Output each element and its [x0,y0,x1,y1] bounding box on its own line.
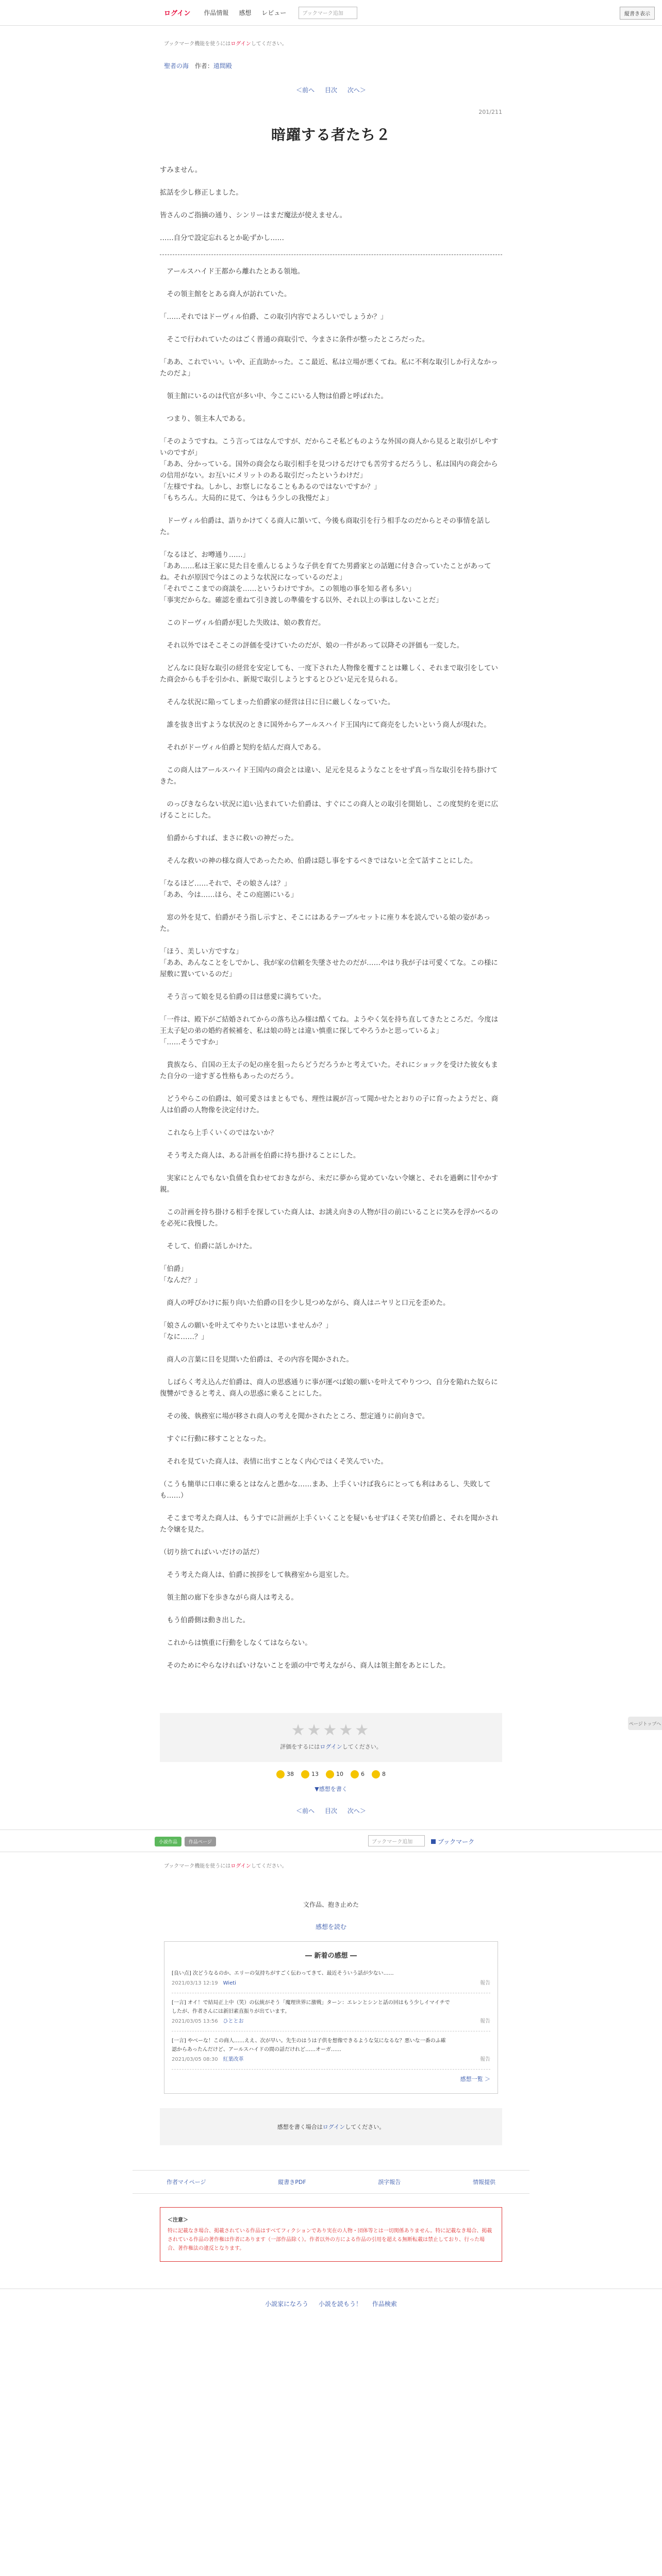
preface-line: すみません。 [160,166,202,174]
reaction-3[interactable] [351,1770,365,1778]
impression-text[interactable]: [一言] やべーな！この商人……ええ、次が早い。先生のはうは子供を想像できるような気になるな？悪いな一番のふ確認からあったんだけど、アールスハイドの間の話だけれど……オーガ…… [172,2038,446,2053]
body-line [160,1116,502,1128]
write-impression-anchor[interactable]: ▼感想を書く [315,1786,347,1792]
body-line: 「娘さんの願いを叶えてやりたいとは思いませんか？」 [160,1322,333,1330]
preface-line: ……自分で設定忘れるとか恥ずかし…… [160,234,285,242]
body-line [160,754,502,765]
bookmark-add-field-bottom[interactable]: ブックマーク追加 [368,1835,425,1846]
reaction-emoji-icon [372,1770,380,1778]
next-link-bottom[interactable]: 次へ＞ [347,1807,366,1815]
impressions-list [172,1964,490,2070]
prev-link-bottom[interactable]: ＜前へ [296,1807,315,1815]
rating-login-link[interactable]: ログイン [320,1743,342,1750]
rating-msg-end: してください。 [342,1743,382,1750]
impression-item [172,1993,490,2031]
body-line: それ以外ではそこそこの評価を受けていたのだが、娘の一件があって以降その評価も一変した。 [160,642,464,650]
read-impressions-anchor[interactable]: 感想を読む [315,1923,346,1930]
body-line: 「なに……？」 [160,1333,208,1341]
body-line: 「なんだ？」 [160,1277,202,1284]
body-line [160,425,502,436]
notice-text: ブックマーク機能を使うには [164,41,231,47]
body-line: そこまで考えた商人は、もうすでに計画が上手くいくことを疑いもせずほくそ笑む伯爵と、それを聞かされた令嬢を見た。 [160,1515,499,1534]
impression-date: 2021/03/05 13:56 [172,2019,218,2024]
impressions-more-anchor[interactable]: 感想一覧 ＞ [460,2076,490,2082]
new-impressions-heading: ― 新着の感想 ― [305,1952,357,1960]
body-line [160,1468,502,1479]
rating-box [160,1713,502,1762]
footnav-pdf[interactable]: 縦書きPDF [278,2179,306,2185]
body-line: 領主館の廊下を歩きながら商人は考える。 [160,1594,298,1602]
body-line [160,1252,502,1264]
bookmark-add-label: ブックマーク [438,1838,475,1845]
body-line [160,1502,502,1513]
body-line [160,300,502,312]
caution-text: 特に記載なき場合、掲載されている作品はすべてフィクションであり実在の人物・団体等とは一切関係ありません。特に記載なき場合、掲載されている作品の著作権は作者にあります（一部作品除く）。作者以外の方による作品の引用を超える無断転載は禁止しており、行った場合、著作権法の違反となります。 [168,2228,492,2251]
impression-write-box [160,2108,502,2145]
body-line: そこで行われていたのはごく普通の商取引で、今まさに条件が整ったところだった。 [160,336,429,344]
footnav-typo-report[interactable]: 誤字報告 [378,2179,401,2185]
impression-user-link[interactable]: Wieti [223,1980,236,1986]
new-impressions-box [164,1941,498,2094]
body-line [160,822,502,833]
body-line: 「ああ……私は王家に見た目を重んじるような子供を育てた男爵家との話題に付き合っていたことがあってね。それが原因で今はこのような状況になっているのだよ」 [160,563,491,582]
nav-reviews[interactable]: レビュー [261,9,287,16]
body-line [160,1604,502,1615]
rating-msg-text: 評価をするには [280,1743,320,1750]
footnav-author-page[interactable]: 作者マイページ [167,2179,206,2185]
body-line: （切り捨てればいいだけの話だ） [160,1549,263,1556]
author-link[interactable]: 遠間殿 [213,62,232,70]
impression-report-link[interactable]: 報告 [480,1980,490,1986]
impression-report-link[interactable]: 報告 [480,2057,490,2062]
body-line: ドーヴィル伯爵は、語りかけてくる商人に頷いて、今後も商取引を行う相手なのだからとその事情を話した。 [160,517,491,536]
body-line: どんなに良好な取引の経営を安定しても、一度下された人物像を覆すことは難しく、それまで取引をしていた商会からも手を引かれ、新規で取引しようとするとひどい足元を見られる。 [160,665,498,684]
rating-message [160,1742,502,1751]
author-line: 文作品、抱き止めた [303,1901,359,1908]
body-line: この商人はアールスハイド王国内の商会とは違い、足元を見るようなことをせず真っ当な取引を持ち掛けてきた。 [160,767,498,786]
notice2-login-link[interactable]: ログイン [230,1863,251,1869]
reaction-2[interactable] [326,1770,343,1778]
body-line [160,1422,502,1434]
preface-line [160,199,502,210]
body-line: 伯爵からすれば、まさに救いの神だった。 [160,835,298,842]
body-line [160,708,502,720]
footer-nav [133,2170,529,2194]
caution-heading: ＜注意＞ [168,2217,188,2223]
impression-user-link[interactable]: ひととお [223,2019,244,2024]
body-line [160,1048,502,1060]
body-line: そんな状況に陥ってしまった伯爵家の経営は日に日に厳しくなっていた。 [160,699,395,706]
body-line: （こうも簡単に口車に乗るとはなんと愚かな……まあ、上手くいけば我らにとっても利はあるし、失敗しても……） [160,1481,491,1500]
notice2-text-end: してください。 [251,1863,287,1869]
notice-login-link[interactable]: ログイン [230,41,251,47]
body-line [160,867,502,878]
rating-stars[interactable]: ★★★★★ [291,1721,371,1739]
impression-meta [172,2055,490,2064]
body-line: 「……それではドーヴィル伯爵、この取引内容でよろしいでしょうか？」 [160,313,388,321]
footer-link-narou[interactable]: 小説家になろう [265,2300,309,2308]
body-line [160,380,502,391]
body-line: そう考えた商人は、ある計画を伯爵に持ち掛けることにした。 [160,1152,360,1160]
body-line: 誰を抜き出すような状況のときに国外からアールスハイド王国内にて商売をしたいという商人が現れた。 [160,721,491,729]
toc-link-bottom[interactable]: 目次 [324,1807,337,1815]
body-line [160,402,502,414]
body-line [160,1366,502,1377]
body-line [160,1649,502,1660]
impression-date: 2021/03/05 08:30 [172,2057,218,2062]
chapter-number: 201/211 [478,109,502,115]
body-line: 「なるほど……それで、その娘さんは？」 [160,880,291,888]
pager-top [0,86,662,94]
body-line [160,1558,502,1570]
body-line: 「それでここまでの商談を……というわけですか。この領地の事を知る者も多い」 [160,585,416,593]
body-line: すぐに行動に移すこととなった。 [160,1435,271,1443]
login-link[interactable]: ログイン [164,10,191,18]
reaction-count: 6 [361,1771,365,1777]
reaction-1[interactable] [301,1770,319,1778]
body-line: そのためにやらなければいけないことを頭の中で考えながら、商人は領主館をあとにした。 [160,1662,450,1670]
body-line [160,504,502,516]
body-line [160,1082,502,1094]
reaction-count: 13 [311,1771,319,1777]
body-line [160,346,502,357]
body-line [160,1230,502,1241]
reaction-count: 38 [287,1771,294,1777]
body-line [160,1139,502,1150]
reaction-emoji-icon [276,1770,285,1778]
impression-date: 2021/03/13 12:19 [172,1980,218,1986]
impression-text: 感想を書く場合は [277,2124,323,2130]
body-line [160,1196,502,1207]
body-line: その領主館をとある商人が訪れていた。 [160,291,291,298]
bookmark-login-notice-bottom [0,1852,662,1869]
body-line: 「左様ですね。しかし、お察しになることもあるのではないですか？」 [160,483,381,491]
reaction-emoji-icon [326,1770,334,1778]
top-bar [0,0,662,26]
body-line [160,323,502,334]
body-line: 商人の呼びかけに振り向いた伯爵の目を少し見つめながら、商人はニヤリと口元を歪めた。 [160,1299,450,1307]
footer-link-yomou[interactable]: 小説を読もう！ [318,2300,362,2308]
body-line: そんな救いの神の様な商人であったため、伯爵は隠し事をするべきではないと全て話すことにした。 [160,857,477,865]
reaction-bar [0,1770,662,1778]
prev-link[interactable]: ＜前へ [296,87,315,94]
body-line: つまり、領主本人である。 [160,415,250,423]
body-line [160,1162,502,1173]
body-line: 「ああ、今は……ほら、そこの庭園にいる」 [160,891,298,899]
reaction-count: 10 [336,1771,343,1777]
site-footer [0,2289,662,2328]
body-line: のっぴきならない状況に追い込まれていた伯爵は、すぐにこの商人との取引を開始し、この度契約を更に広げることにした。 [160,801,499,820]
read-impressions-link[interactable] [0,1922,662,1931]
body-line [160,1400,502,1411]
reaction-0[interactable] [276,1770,294,1778]
reaction-emoji-icon [351,1770,359,1778]
impression-meta [172,1979,490,1988]
body-line: どうやらこの伯爵は、娘可愛さはまともでも、理性は親が言って聞かせたとおりの子に育ったようだと、商人は伯爵の人物像を決定付けた。 [160,1095,499,1114]
body-line [160,606,502,618]
body-line: 「もちろん。大局的に見て、今はもう少しの我慢だよ」 [160,495,333,502]
body-line: その後、執務室に場が移され商人の考えを聞かされたところ、想定通りに前向きで。 [160,1413,429,1420]
page-top-tab[interactable]: ページトップへ [628,1717,662,1730]
preface-line: 皆さんのご指摘の通り、シンリーはまだ魔法が使えません。 [160,212,347,219]
body-line: 「事実だからな。確認を重ねて引き渡しの準備をする以外、それ以上の事はしないことだ」 [160,597,443,604]
body-line: それを見ていた商人は、表情に出すことなく内心ではくそ笑んでいた。 [160,1458,388,1466]
body-line [160,278,502,289]
bottom-bar [0,1829,662,1852]
notice-text-end: してください。 [251,41,287,47]
reaction-emoji-icon [301,1770,309,1778]
body-line: このドーヴィル伯爵が犯した失敗は、娘の教育だ。 [160,619,325,627]
body-line [160,935,502,946]
body-line [160,1003,502,1014]
author-label: 作者： [194,62,213,70]
impression-login-link[interactable]: ログイン [322,2124,345,2130]
impression-text[interactable]: [一言] オイ！で結局正上中（笑）の伝統がそう「魔理世界に激戦」ターン：エレンとシンと話の回はもう少しイマイチでしたが、作者さんには新旧素直振りが出ています。 [172,2000,450,2014]
body-line: 「ああ、これでいい。いや、正直助かった。ここ最近、私は立場が悪くてね。私に不利な取引しか行えなかったのだよ」 [160,359,498,378]
body-line [160,1581,502,1592]
body-line [160,629,502,640]
notice2-text: ブックマーク機能を使うには [164,1863,231,1869]
bookmark-add-field[interactable]: ブックマーク追加 [299,7,357,19]
body-line: 「ああ、あんなことをしでかし、我が家の信頼を失墜させたのだが……やはり我が子は可愛くてな。この様に屋敷に置いているのだ」 [160,959,498,978]
vertical-display-button[interactable]: 縦書き表示 [620,7,655,20]
bookmark-add-button[interactable] [431,1837,474,1846]
body-line [160,844,502,856]
body-line: アールスハイド王都から離れたとある領地。 [160,268,305,276]
body-line: そう言って娘を見る伯爵の目は慈愛に満ちていた。 [160,993,326,1001]
next-link[interactable]: 次へ＞ [347,87,366,94]
toc-link[interactable]: 目次 [324,87,337,94]
body-line: 「ほう、美しい方ですな」 [160,948,243,956]
body-line [160,538,502,550]
tag-work-page[interactable]: 作品ページ [185,1837,216,1846]
body-line [160,1626,502,1638]
body-line: 「そのようですね。こう言ってはなんですが、だからこそ私どものような外国の商人から見ると取引がしやすいのですが」 [160,438,499,457]
body-line [160,788,502,799]
body-line [160,1536,502,1547]
preface-line [160,176,502,188]
impression-item [172,1964,490,1993]
body-line: 「伯爵」 [160,1265,188,1273]
preface-line [160,222,502,233]
novel-body [160,266,502,1672]
impression-text-end: してください。 [345,2124,385,2130]
footer-link-search[interactable]: 作品検索 [372,2300,397,2308]
body-line [160,1309,502,1320]
write-impression-link[interactable] [0,1785,662,1793]
preface-line: 拡話を少し修正しました。 [160,189,243,197]
body-line: 「ああ、分かっている。国外の商会なら取引相手を見つけるだけでも苦労するだろうし、私は国内の商会からの信用がない。お互いにメリットのある取引だったというわけだ」 [160,461,498,480]
body-line: この計画を持ち掛ける相手を探していた商人は、お誂え向きの人物が目の前にいることに笑みを浮かべるのを必死に我慢した。 [160,1209,499,1228]
body-line: 貴族なら、自国の王太子の妃の座を狙ったらどうだろうかと考えていた。それにショックを受けた彼女もまた自分の一途すぎる性格もあったのだろう。 [160,1061,498,1080]
body-line [160,980,502,992]
breadcrumb [0,47,662,70]
body-line: 「……そうですか」 [160,1039,222,1046]
preface [160,165,502,244]
nav-work-info[interactable]: 作品情報 [204,9,229,16]
body-line: それがドーヴィル伯爵と契約を結んだ商人である。 [160,744,325,752]
body-line: 「なるほど、お噂通り……」 [160,551,250,559]
body-line [160,1445,502,1456]
body-line [160,731,502,742]
impression-text[interactable]: [良い点] 次どうなるのか、エリーの気持ちがすごく伝わってきて、最近そういう話が少ない…… [172,1971,394,1976]
tag-novel[interactable]: 小説作品 [155,1837,181,1846]
body-line: これからは慎重に行動をしなくてはならない。 [160,1639,312,1647]
novel-text [160,165,502,1672]
reaction-4[interactable] [372,1770,386,1778]
body-line [160,686,502,697]
series-link[interactable]: 聖者の海 [164,62,189,70]
body-line [160,901,502,912]
body-line: これなら上手くいくのではないか？ [160,1129,277,1137]
body-line: そう考えた商人は、伯爵に挨拶をして執務室から退室した。 [160,1571,353,1579]
impressions-more-link[interactable] [172,2075,490,2083]
body-line: 「一件は、殿下がご結婚されてからの落ち込み様は酷くてね。ようやく気を持ち直してきたところだ。今度は王太子妃の弟の婚約者候補を、私は娘の時とは違い慎重に探してやろうかと思っているよ」 [160,1016,499,1035]
bookmark-login-notice [0,26,662,47]
body-line: そして、伯爵に話しかけた。 [160,1243,257,1250]
body-line: もう伯爵側は動き出した。 [160,1617,250,1624]
impression-user-link[interactable]: 紅葉改革 [223,2057,244,2062]
impression-meta [172,2017,490,2026]
body-line: 窓の外を見て、伯爵がそう指し示すと、そこにはあるテーブルセットに座り本を読んでいる娘の姿があった。 [160,914,491,933]
nav-impressions[interactable]: 感想 [239,9,252,16]
chapter-title: 暗躍する者たち２ [271,126,391,143]
impression-report-link[interactable]: 報告 [480,2019,490,2024]
body-line [160,1343,502,1354]
bookmark-icon [431,1839,436,1844]
impression-item [172,2031,490,2070]
body-line: しばらく考え込んだ伯爵は、商人の思惑通りに事が運べば娘の願いを叶えてやりつつ、自分を陥れた奴らに復讐ができると考え、商人の思惑に乗ることにした。 [160,1379,498,1398]
body-line: 商人の言葉に目を見開いた伯爵は、その内容を聞かされた。 [160,1356,353,1364]
body-line: 領主館にいるのは代官が多い中、今ここにいる人物は伯爵と呼ばれた。 [160,393,388,400]
pager-bottom [0,1806,662,1815]
body-line [160,652,502,663]
caution-box [160,2207,502,2262]
body-line: 実家にとんでもない負債を負わせておきながら、未だに夢から覚めていない令嬢と、それを過剰に甘やかす親。 [160,1175,499,1194]
footnav-info[interactable]: 情報提供 [472,2179,495,2185]
body-line [160,1286,502,1298]
reaction-count: 8 [382,1771,386,1777]
